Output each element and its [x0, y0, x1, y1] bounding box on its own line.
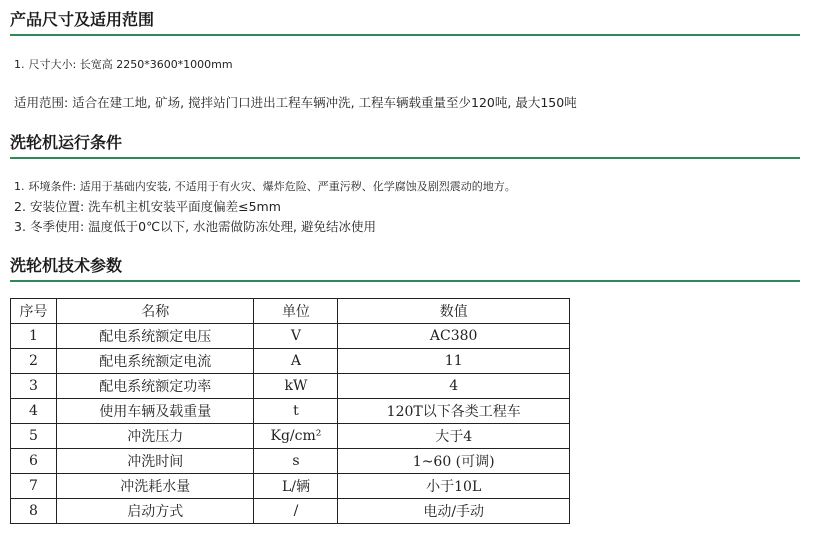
- cell-index: 3: [11, 374, 57, 399]
- header-cell-unit: 单位: [254, 299, 338, 324]
- cell-name: 配电系统额定功率: [56, 374, 254, 399]
- table-row: [11, 399, 570, 424]
- cell-name: 冲洗耗水量: [56, 474, 254, 499]
- cell-name: 启动方式: [56, 499, 254, 524]
- cell-index: 8: [11, 499, 57, 524]
- cell-name: 配电系统额定电压: [56, 324, 254, 349]
- cell-value: 电动/手动: [338, 499, 570, 524]
- cell-unit: V: [254, 324, 338, 349]
- cell-value: AC380: [338, 324, 570, 349]
- table-row: [11, 449, 570, 474]
- cell-index: 5: [11, 424, 57, 449]
- table-row: [11, 474, 570, 499]
- condition-item: [14, 178, 516, 194]
- condition-item-text: 冬季使用: 温度低于0℃以下, 水池需做防冻处理, 避免结冰使用: [29, 219, 377, 234]
- cell-unit: A: [254, 349, 338, 374]
- cell-unit: s: [254, 449, 338, 474]
- cell-index: 1: [11, 324, 57, 349]
- cell-name: 冲洗压力: [56, 424, 254, 449]
- cell-value: 1~60 (可调): [338, 449, 570, 474]
- cell-value: 11: [338, 349, 570, 374]
- size-line-number: 1.: [14, 58, 25, 71]
- cell-unit: Kg/cm²: [254, 424, 338, 449]
- condition-item-text: 安装位置: 洗车机主机安装平面度偏差≤5mm: [29, 199, 281, 214]
- table-header-row: [11, 299, 570, 324]
- cell-name: 冲洗时间: [56, 449, 254, 474]
- section-title-size: 产品尺寸及适用范围: [10, 10, 800, 36]
- scope-line: 适用范围: 适合在建工地, 矿场, 搅拌站门口进出工程车辆冲洗, 工程车辆载重量至少120吨, 最大150吨: [14, 95, 577, 110]
- specs-table: [10, 298, 570, 524]
- condition-item: [14, 217, 376, 235]
- cell-name: 配电系统额定电流: [56, 349, 254, 374]
- cell-index: 6: [11, 449, 57, 474]
- table-row: [11, 324, 570, 349]
- section-title-params: 洗轮机技术参数: [10, 256, 800, 282]
- cell-value: 小于10L: [338, 474, 570, 499]
- cell-value: 4: [338, 374, 570, 399]
- condition-item-number: 3.: [14, 219, 26, 234]
- cell-name: 使用车辆及载重量: [56, 399, 254, 424]
- condition-item-number: 1.: [14, 180, 25, 193]
- table-row: [11, 424, 570, 449]
- condition-item-text: 环境条件: 适用于基础内安装, 不适用于有火灾、爆炸危险、严重污秽、化学腐蚀及剧烈震动的地方。: [28, 180, 516, 193]
- condition-item: [14, 197, 281, 215]
- header-cell-value: 数值: [338, 299, 570, 324]
- table-row: [11, 374, 570, 399]
- table-row: [11, 499, 570, 524]
- cell-value: 120T以下各类工程车: [338, 399, 570, 424]
- cell-unit: L/辆: [254, 474, 338, 499]
- table-row: [11, 349, 570, 374]
- cell-index: 2: [11, 349, 57, 374]
- cell-unit: t: [254, 399, 338, 424]
- cell-index: 7: [11, 474, 57, 499]
- cell-index: 4: [11, 399, 57, 424]
- cell-value: 大于4: [338, 424, 570, 449]
- condition-item-number: 2.: [14, 199, 26, 214]
- size-line: [14, 56, 233, 72]
- header-cell-index: 序号: [11, 299, 57, 324]
- cell-unit: kW: [254, 374, 338, 399]
- section-title-conditions: 洗轮机运行条件: [10, 133, 800, 159]
- cell-unit: /: [254, 499, 338, 524]
- header-cell-name: 名称: [56, 299, 254, 324]
- size-line-text: 尺寸大小: 长宽高 2250*3600*1000mm: [28, 58, 233, 71]
